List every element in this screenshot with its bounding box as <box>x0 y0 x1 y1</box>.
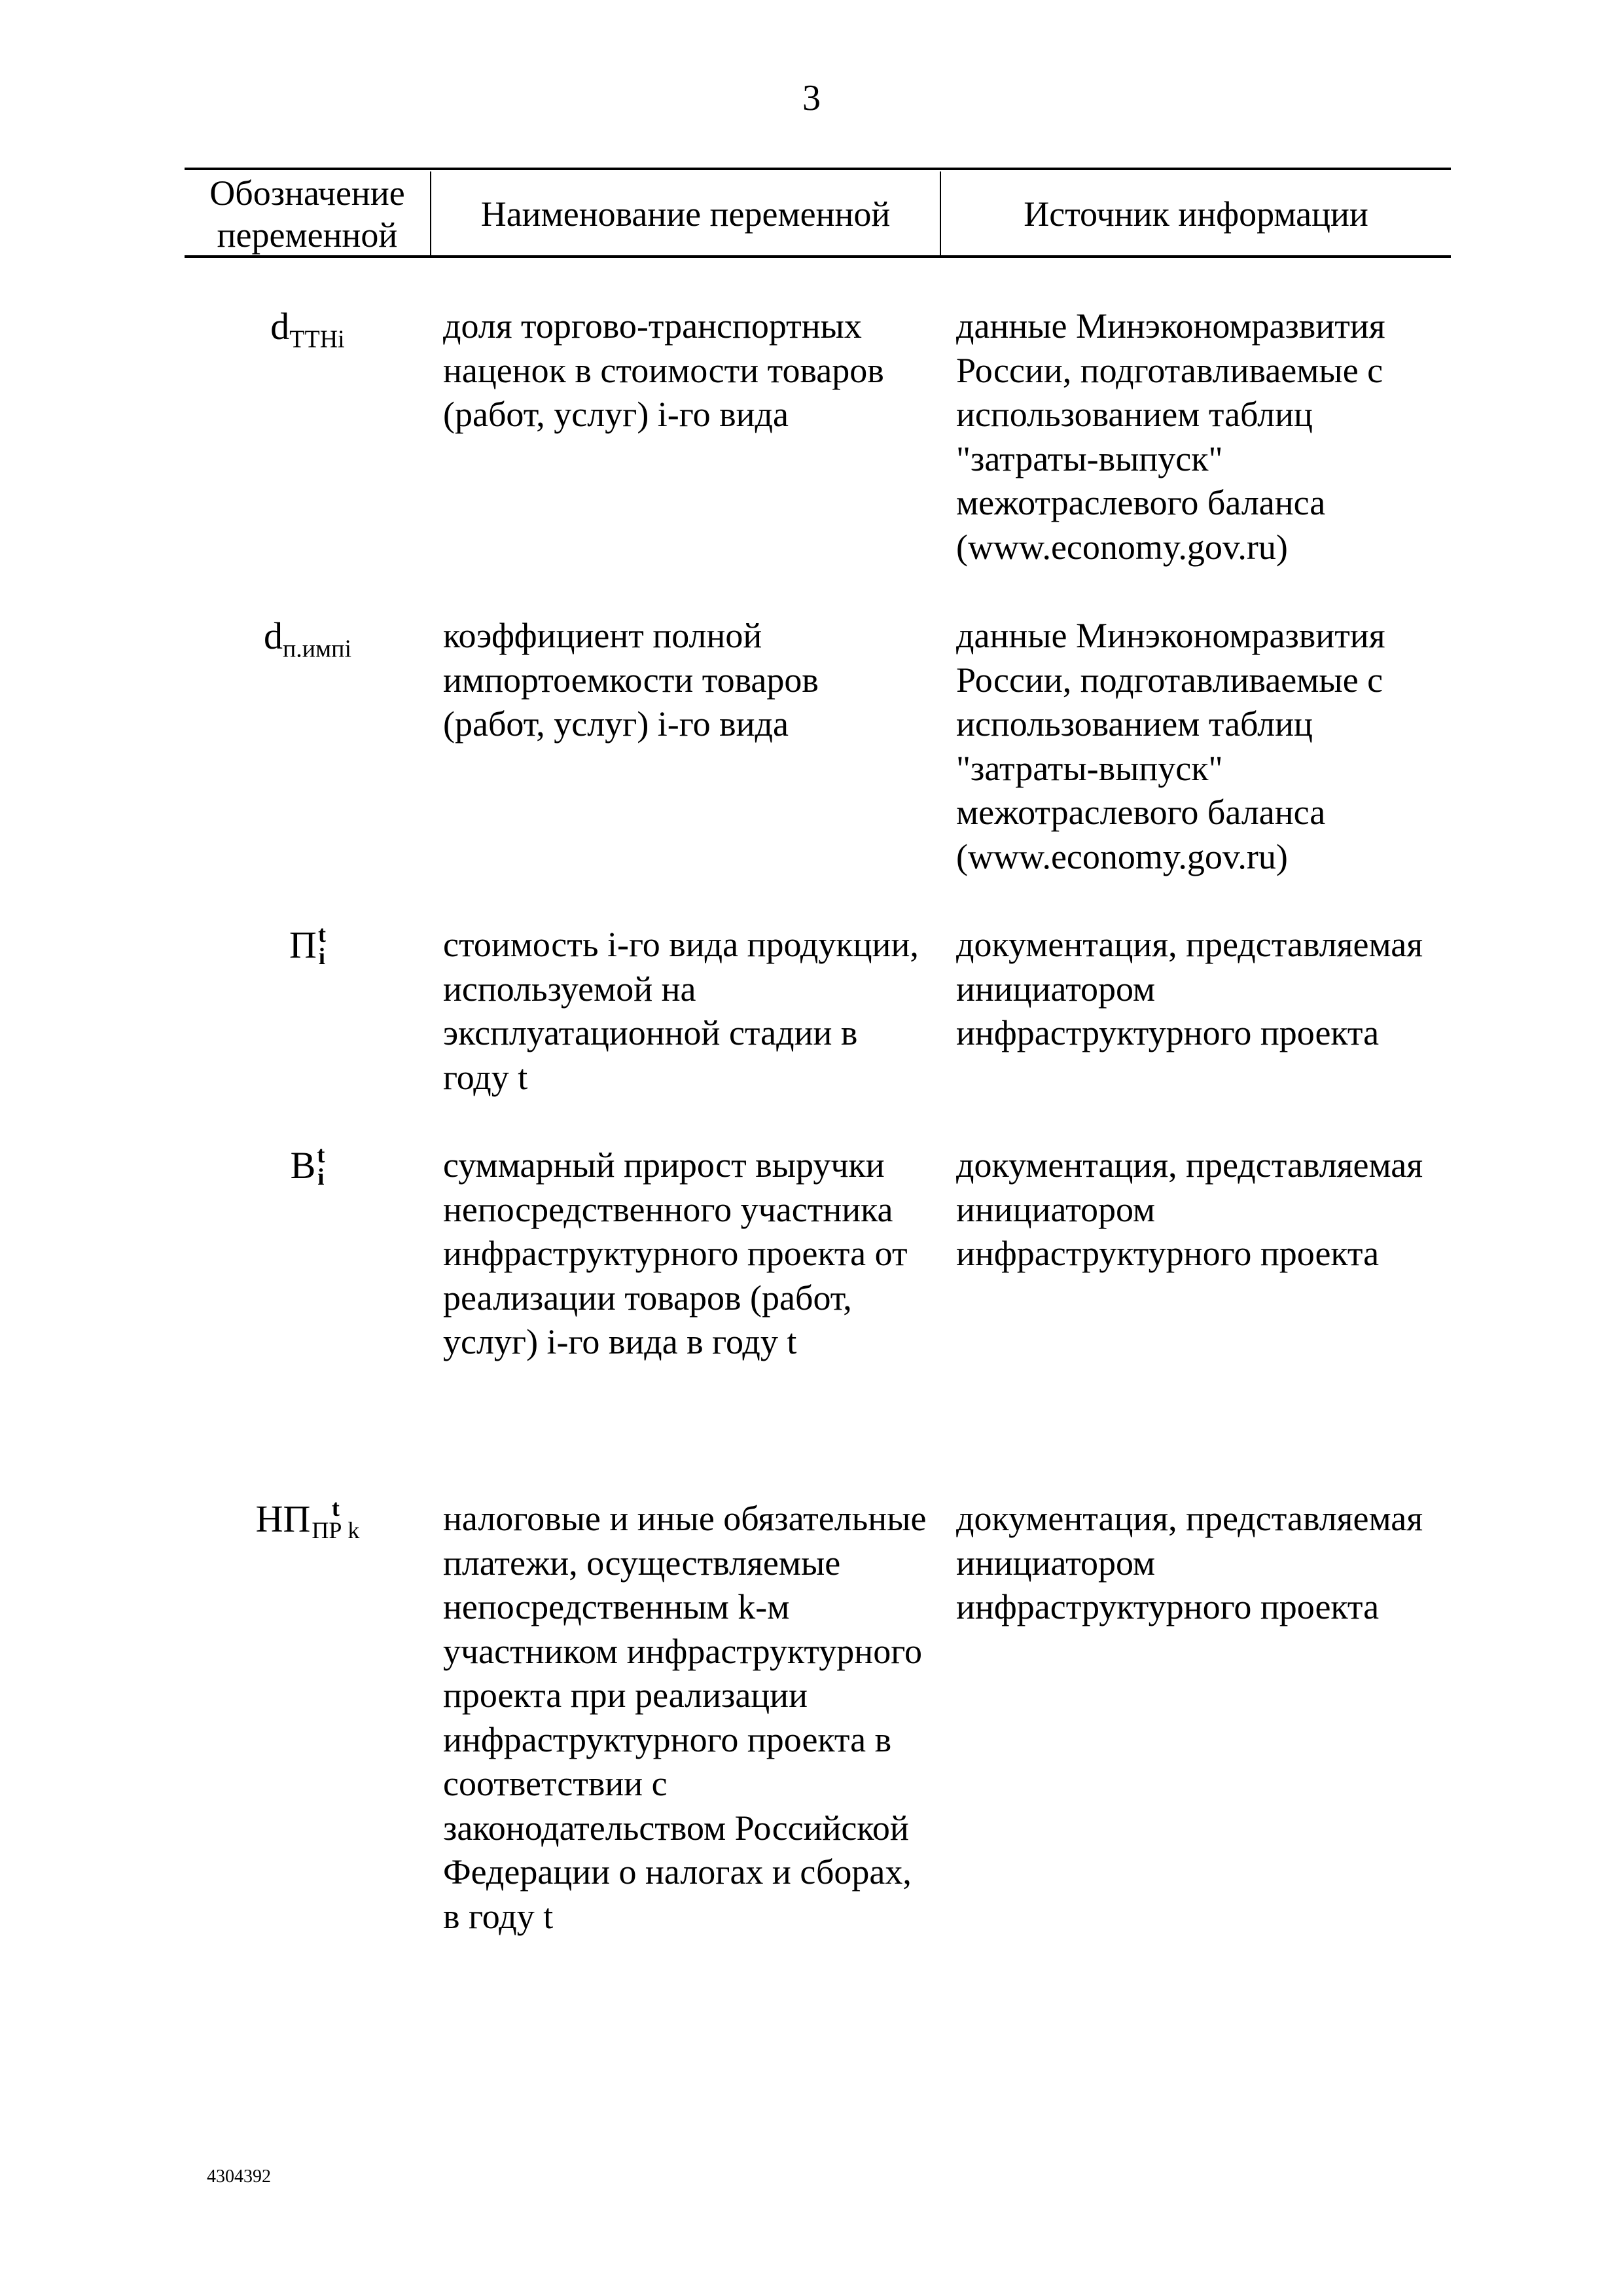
variable-symbol: П t i <box>289 921 326 969</box>
variable-source: данные Минэкономразвития России, подготавливаемые с использованием таблиц "затраты-выпуск" межотраслевого баланса (www.economy.gov.ru) <box>956 616 1385 876</box>
variable-name: коэффициент полной импортоемкости товаров (работ, услуг) i-го вида <box>443 616 819 744</box>
table-top-rule <box>185 168 1451 170</box>
header-symbol: Обозначение переменной <box>209 173 405 255</box>
variable-symbol: $d_{п.импi}$ <box>263 615 352 663</box>
variable-symbol: НП t ПР k <box>255 1495 360 1543</box>
header-name: Наименование переменной <box>480 194 891 234</box>
document-code: 4304392 <box>207 2166 271 2187</box>
variable-source: документация, представляемая инициатором инфраструктурного проекта <box>956 1145 1423 1273</box>
variable-name: суммарный прирост выручки непосредственного участника инфраструктурного проекта от реализации товаров (работ, услуг) i-го вида в году t <box>443 1145 908 1361</box>
variable-source: документация, представляемая инициатором инфраструктурного проекта <box>956 925 1423 1052</box>
variable-symbol: $d_{ТТНi}$ <box>270 305 345 353</box>
variable-name: доля торгово-транспортных наценок в стоимости товаров (работ, услуг) i-го вида <box>443 306 884 434</box>
header-source: Источник информации <box>1024 194 1368 234</box>
variable-name: налоговые и иные обязательные платежи, осуществляемые непосредственным k-м участником инфраструктурного проекта при реализации инфраструктурного проекта в соответствии с законодательством Российской Федерации о налогах и сборах, в году t <box>443 1499 927 1936</box>
page-number: 3 <box>802 78 821 118</box>
variable-source: документация, представляемая инициатором инфраструктурного проекта <box>956 1499 1423 1626</box>
variable-source: данные Минэкономразвития России, подготавливаемые с использованием таблиц "затраты-выпуск" межотраслевого баланса (www.economy.gov.ru) <box>956 306 1385 567</box>
variable-symbol: В t i <box>290 1141 325 1190</box>
variable-name: стоимость i-го вида продукции, используемой на эксплуатационной стадии в году t <box>443 925 919 1097</box>
